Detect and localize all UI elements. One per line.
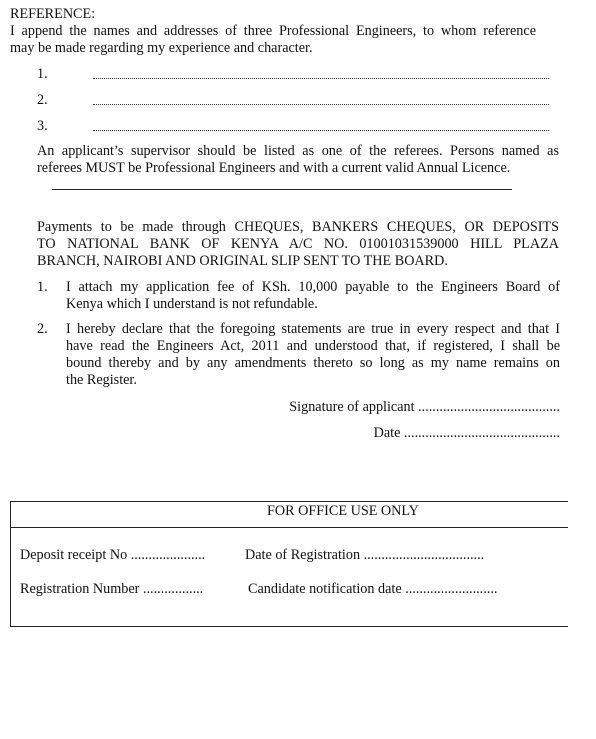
office-box-top bbox=[10, 501, 568, 502]
office-box-bottom bbox=[10, 626, 568, 627]
reference-intro-line1: I append the names and addresses of three Professional Engineers, to whom reference bbox=[10, 23, 536, 39]
signature-field[interactable]: Signature of applicant ........................................ bbox=[289, 399, 560, 415]
office-title: FOR OFFICE USE ONLY bbox=[267, 503, 419, 519]
reference-intro-line2: may be made regarding my experience and character. bbox=[10, 40, 313, 56]
referee-3-field[interactable] bbox=[93, 130, 549, 131]
declaration-1-text bbox=[66, 279, 560, 313]
declaration-1-line2: Kenya which I understand is not refundable. bbox=[66, 296, 318, 312]
referee-1-number: 1. bbox=[37, 66, 48, 82]
declaration-2-number: 2. bbox=[37, 321, 48, 337]
declaration-1-line1: I attach my application fee of KSh. 10,000 payable to the Engineers Board of bbox=[66, 279, 560, 295]
declaration-2-line2: have read the Engineers Act, 2011 and understood that, if registered, I shall be bbox=[66, 338, 560, 354]
referee-3-number: 3. bbox=[37, 118, 48, 134]
section-divider bbox=[52, 189, 512, 190]
declaration-2-line3: bound thereby and by any amendments thereto so long as my name remains on bbox=[66, 355, 560, 371]
referee-note-line2: referees MUST be Professional Engineers and with a current valid Annual Licence. bbox=[37, 160, 511, 176]
deposit-receipt-field[interactable]: Deposit receipt No ..................... bbox=[20, 547, 206, 563]
office-title-divider bbox=[10, 527, 568, 528]
payment-line2: TO NATIONAL BANK OF KENYA A/C NO. 01001031539000 HILL PLAZA bbox=[37, 236, 559, 252]
payment-line3: BRANCH, NAIROBI AND ORIGINAL SLIP SENT TO THE BOARD. bbox=[37, 253, 448, 269]
declaration-2-line1: I hereby declare that the foregoing statements are true in every respect and that I bbox=[66, 321, 560, 337]
date-of-registration-field[interactable]: Date of Registration .................................. bbox=[245, 547, 485, 563]
referee-1-field[interactable] bbox=[93, 78, 549, 79]
reference-heading: REFERENCE: bbox=[10, 6, 96, 22]
office-box-left bbox=[10, 501, 11, 627]
referee-2-number: 2. bbox=[37, 92, 48, 108]
registration-number-field[interactable]: Registration Number ................. bbox=[20, 581, 204, 597]
referee-2-field[interactable] bbox=[93, 104, 549, 105]
date-field[interactable]: Date ............................................ bbox=[373, 425, 560, 441]
payment-line1: Payments to be made through CHEQUES, BANKERS CHEQUES, OR DEPOSITS bbox=[37, 219, 559, 235]
declaration-2-line4: the Register. bbox=[66, 372, 137, 388]
declaration-2-text bbox=[66, 321, 560, 389]
declaration-1-number: 1. bbox=[37, 279, 48, 295]
referee-note-line1: An applicant’s supervisor should be listed as one of the referees. Persons named as bbox=[37, 143, 559, 159]
candidate-notification-field[interactable]: Candidate notification date .......................... bbox=[248, 581, 498, 597]
